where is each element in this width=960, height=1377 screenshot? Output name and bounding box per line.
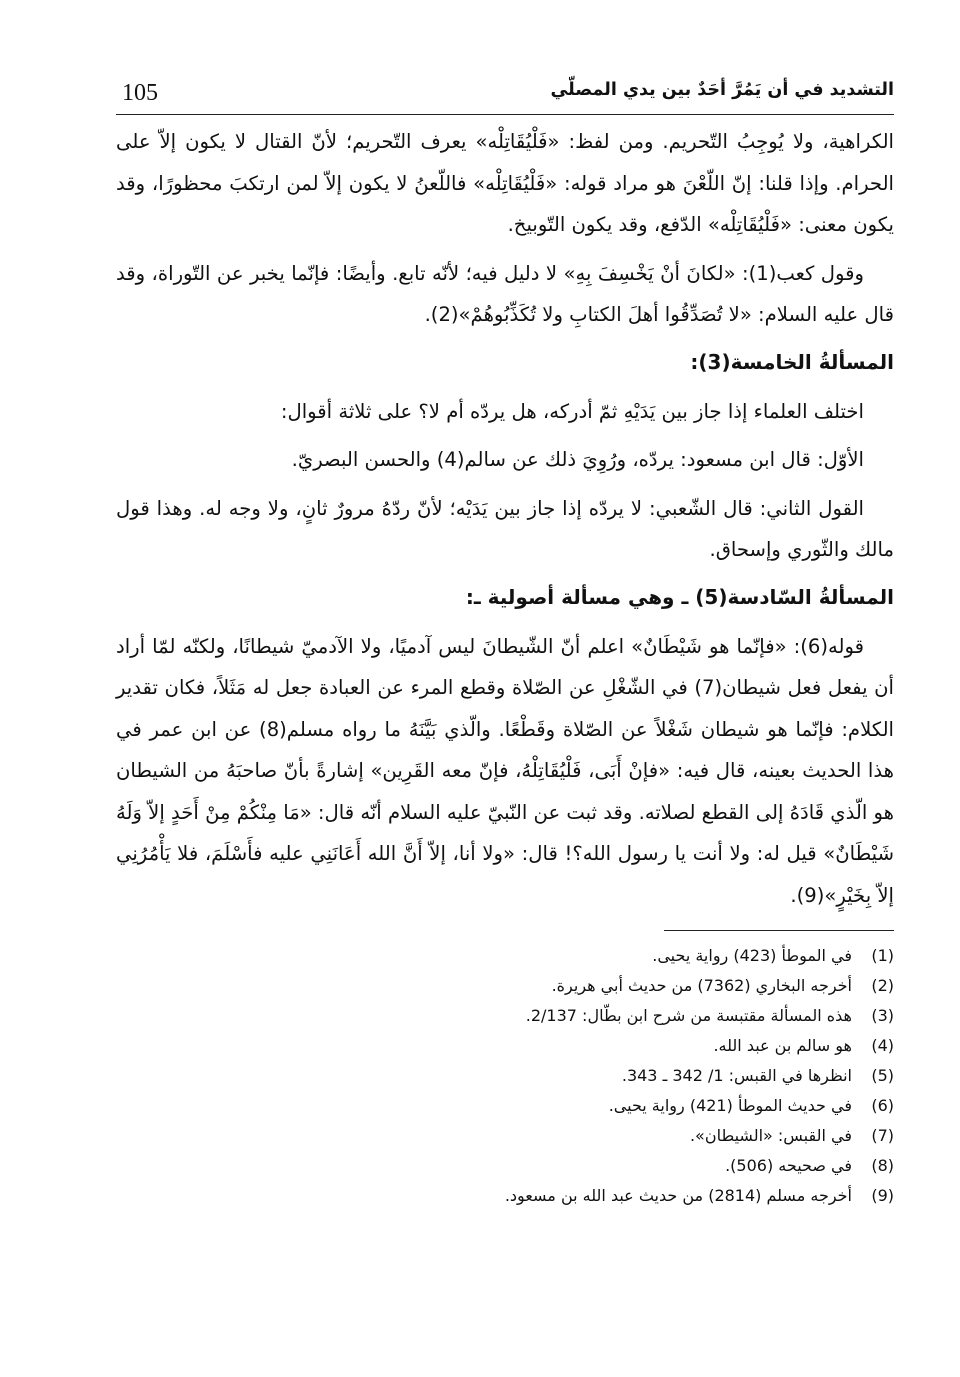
footnote bbox=[116, 941, 894, 971]
footnote-text: في الموطأ (423) رواية يحيى. bbox=[652, 946, 852, 965]
footnote-number: (1) bbox=[871, 946, 894, 965]
page-number: 105 bbox=[122, 80, 158, 106]
footnote-number: (9) bbox=[871, 1186, 894, 1205]
section-heading: المسألةُ الخامسة(3): bbox=[690, 349, 894, 374]
footnote-number: (8) bbox=[871, 1156, 894, 1175]
paragraph: اختلف العلماء إذا جاز بين يَدَيْهِ ثمّ أدركه، هل يردّه أم لا؟ على ثلاثة أقوال: bbox=[280, 399, 864, 423]
footnote bbox=[116, 971, 894, 1001]
main-text bbox=[116, 121, 894, 916]
footnote-number: (5) bbox=[871, 1066, 894, 1085]
footnote-text: انظرها في القبس: 1/ 342 ـ 343. bbox=[621, 1066, 852, 1085]
footnote-separator bbox=[664, 930, 894, 931]
footnote-number: (7) bbox=[871, 1126, 894, 1145]
footnotes bbox=[116, 941, 894, 1211]
paragraph: قوله(6): «فإنّما هو شَيْطَانٌ» اعلم أنّ الشّيطانَ ليس آدميًا، ولا الآدميّ شيطانًا، ولكنّه لمّا أراد أن يفعل فعل شيطان(7) في الشّغْلِ عن الصّلاة وقطع المرء عن العبادة جعل له مَثَلاً، فكان تقدير الكلام: فإنّما هو شيطان شَغْلاً عن الصّلاة وقَطْعًا. والّذي بَيَّنَهُ ما رواه مسلم(8) عن ابن عمر في هذا الحديث بعينه، قال فيه: «فإنْ أَبَى، فَلْيُقَاتِلْهُ، فإنّ معه القَرِين» إشارةً بأنّ صاحبَهُ من الشيطان هو الّذي قَادَهُ إلى القطع لصلاته. وقد ثبت عن النّبيّ عليه السلام أنّه قال: «مَا مِنْكُمْ مِنْ أَحَدٍ إلاّ وَلَهُ شَيْطَانٌ» قيل له: ولا أنت يا رسول الله؟! قال: «ولا أنا، إلاّ أَنَّ الله أَعَانَنِي عليه فأَسْلَمَ، فلا يَأْمُرُنِي إلاّ بِخَيْرٍ»(9). bbox=[116, 634, 894, 907]
footnote bbox=[116, 1151, 894, 1181]
footnote-text: أخرجه البخاري (7362) من حديث أبي هريرة. bbox=[551, 976, 852, 995]
footnote-text: في القبس: «الشيطان». bbox=[689, 1126, 852, 1145]
paragraph: القول الثاني: قال الشّعبي: لا يردّه إذا جاز بين يَدَيْه؛ لأنّ ردّهُ مرورٌ ثانٍ، ولا وجه له. وهذا قول مالك والثّوري وإسحاق. bbox=[116, 496, 894, 561]
footnote-number: (6) bbox=[871, 1096, 894, 1115]
paragraph: وقول كعب(1): «لكانَ أنْ يَخْسِفَ بِهِ» لا دليل فيه؛ لأنّه تابع. وأيضًا: فإنّما يخبر عن التّوراة، وقد قال عليه السلام: «لا تُصَدِّقُوا أهلَ الكتابِ ولا تُكَذِّبُوهُمْ»(2). bbox=[116, 261, 894, 326]
footnote-text: أخرجه مسلم (2814) من حديث عبد الله بن مسعود. bbox=[504, 1186, 852, 1205]
footnote bbox=[116, 1181, 894, 1211]
section-heading: المسألةُ السّادسة(5) ـ وهي مسألة أصولية ـ: bbox=[465, 584, 894, 609]
paragraph: الكراهية، ولا يُوجِبُ التّحريم. ومن لفظ: «فَلْيُقَاتِلْه» يعرف التّحريم؛ لأنّ القتال لا يكون إلاّ على الحرام. وإذا قلنا: إنّ اللّعْنَ هو مراد قوله: «فَلْيُقَاتِلْه» فاللّعنُ لا يكون إلاّ لمن ارتكبَ محظورًا، وقد يكون معنى: «فَلْيُقَاتِلْه» الدّفع، وقد يكون التّوبيخ. bbox=[116, 130, 894, 236]
footnote bbox=[116, 1001, 894, 1031]
footnote-text: في حديث الموطأ (421) رواية يحيى. bbox=[608, 1096, 852, 1115]
footnote bbox=[116, 1031, 894, 1061]
footnote bbox=[116, 1091, 894, 1121]
footnote-text: هذه المسألة مقتبسة من شرح ابن بطّال: 2/137. bbox=[525, 1006, 852, 1025]
paragraph: الأوّل: قال ابن مسعود: يردّه، ورُوِيَ ذلك عن سالم(4) والحسن البصريّ. bbox=[291, 448, 864, 471]
page-header bbox=[116, 78, 894, 115]
footnote bbox=[116, 1121, 894, 1151]
footnote-text: في صحيحه (506). bbox=[725, 1156, 852, 1175]
running-title: التشديد في أن يَمُرَّ أحَدٌ بين يدي المصلّي bbox=[550, 80, 894, 100]
footnote-number: (2) bbox=[871, 976, 894, 995]
footnote bbox=[116, 1061, 894, 1091]
footnote-text: هو سالم بن عبد الله. bbox=[713, 1036, 852, 1055]
footnote-number: (3) bbox=[871, 1006, 894, 1025]
page bbox=[116, 78, 894, 1211]
footnote-number: (4) bbox=[871, 1036, 894, 1055]
